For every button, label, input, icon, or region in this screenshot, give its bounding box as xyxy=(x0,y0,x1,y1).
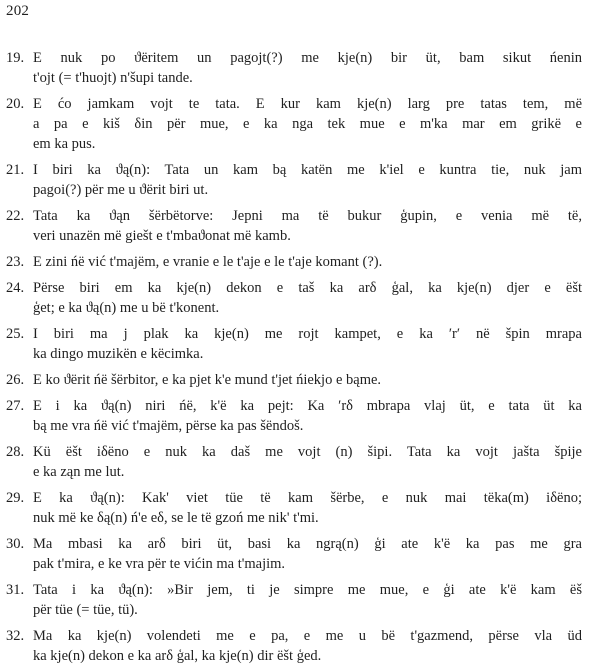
entry-line: E zini ńë vić t'majëm, e vranie e le t'aje e le t'aje komant (?). xyxy=(33,254,383,270)
entry-item xyxy=(6,252,582,272)
entry-line: Ma ka kje(n) volendeti me e pa, e me u bë t'gazmend, përse vla üd xyxy=(33,628,582,644)
entry-item xyxy=(6,396,582,436)
entry-item xyxy=(6,324,582,364)
entry-line: E nuk po ϑëritem un pagojt(?) me kje(n) bir üt, bam sikut ńenin xyxy=(33,50,582,66)
entry-line: E ćo jamkam vojt te tata. E kur kam kje(n) larg pre tatas tem, më xyxy=(33,96,582,112)
entry-item xyxy=(6,160,582,200)
entry-line: a pa e kiš δin për mue, e ka nga tek mue e m'ka mar em grikë e xyxy=(33,116,582,132)
entry-line: Kü ëšt iδëno e nuk ka daš me vojt (n) šipi. Tata ka vojt jašta špije xyxy=(33,444,582,460)
entry-text xyxy=(33,488,582,528)
entry-line: bą me vra ńë vić t'majëm, përse ka pas šëndoš. xyxy=(33,418,304,434)
entry-text xyxy=(33,534,582,574)
entry-text xyxy=(33,442,582,482)
entry-text xyxy=(33,94,582,154)
entry-number: 30. xyxy=(6,536,25,552)
entry-item xyxy=(6,48,582,88)
entry-text xyxy=(33,252,582,272)
entry-text xyxy=(33,278,582,318)
entry-line: ka kje(n) dekon e ka arδ ģal, ka kje(n) dir ëšt ģed. xyxy=(33,648,322,664)
entry-item xyxy=(6,488,582,528)
entry-item xyxy=(6,206,582,246)
entry-line: E ka ϑą(n): Kak' viet tüe të kam šërbe, e nuk mai tëka(m) iδëno; xyxy=(33,490,582,506)
entry-number: 19. xyxy=(6,50,25,66)
entry-text xyxy=(33,370,582,390)
entry-line: Tata i ka ϑą(n): »Bir jem, ti je simpre me mue, e ģi ate k'ë kam ëš xyxy=(33,582,582,598)
entry-number: 29. xyxy=(6,490,25,506)
entry-item xyxy=(6,94,582,154)
entry-line: për tüe (= tüe, tü). xyxy=(33,602,138,618)
entry-text xyxy=(33,324,582,364)
entry-number: 25. xyxy=(6,326,25,342)
entry-number: 23. xyxy=(6,254,25,270)
entry-line: E i ka ϑą(n) niri ńë, k'ë ka pejt: Ka ʹrδ mbrapa vlaj üt, e tata üt ka xyxy=(33,398,582,414)
entry-item xyxy=(6,370,582,390)
entry-line: pak t'mira, e ke vra për te vićin ma t'majim. xyxy=(33,556,286,572)
entry-line: e ka ząn me lut. xyxy=(33,464,125,480)
page-number: 202 xyxy=(6,3,30,19)
entry-line: I biri ka ϑą(n): Tata un kam bą katën me k'iel e kuntra tie, nuk jam xyxy=(33,162,582,178)
entry-item xyxy=(6,278,582,318)
entry-number: 31. xyxy=(6,582,25,598)
entry-item xyxy=(6,580,582,620)
entry-line: veri unazën më giešt e t'mbaϑonat më kamb. xyxy=(33,228,291,244)
entry-number: 28. xyxy=(6,444,25,460)
entry-line: Përse biri em ka kje(n) dekon e taš ka arδ ģal, ka kje(n) djer e ëšt xyxy=(33,280,582,296)
entry-number: 26. xyxy=(6,372,25,388)
entry-line: I biri ma j plak ka kje(n) me rojt kampet, e ka ʹrʹ në špin mrapa xyxy=(33,326,582,342)
entry-number: 24. xyxy=(6,280,25,296)
entry-text xyxy=(33,206,582,246)
entry-number: 20. xyxy=(6,96,25,112)
entry-text xyxy=(33,396,582,436)
entry-text xyxy=(33,626,582,666)
entry-line: em ka pus. xyxy=(33,136,96,152)
entry-number: 32. xyxy=(6,628,25,644)
entry-line: t'ojt (= t'huojt) n'šupi tande. xyxy=(33,70,193,86)
entry-item xyxy=(6,534,582,574)
entry-line: ģet; e ka ϑą(n) me u bë t'konent. xyxy=(33,300,220,316)
entry-line: pagoi(?) për me u ϑërit biri ut. xyxy=(33,182,209,198)
entry-text xyxy=(33,580,582,620)
entry-number: 22. xyxy=(6,208,25,224)
entry-number: 21. xyxy=(6,162,25,178)
entry-line: Tata ka ϑąn šërbëtorve: Jepni ma të bukur ģupin, e venia më të, xyxy=(33,208,582,224)
entry-line: E ko ϑërit ńë šërbitor, e ka pjet k'e mund t'jet ńiekjo e bąme. xyxy=(33,372,382,388)
entry-item xyxy=(6,626,582,666)
numbered-entries xyxy=(6,48,582,672)
entry-number: 27. xyxy=(6,398,25,414)
entry-text xyxy=(33,160,582,200)
entry-line: nuk më ke δą(n) ń'e eδ, se le të gzoń me nik' t'mi. xyxy=(33,510,319,526)
entry-item xyxy=(6,442,582,482)
entry-line: Ma mbasi ka arδ biri üt, basi ka ngrą(n) ģi ate k'ë ka pas me gra xyxy=(33,536,582,552)
entry-text xyxy=(33,48,582,88)
entry-line: ka dingo muzikën e këcimka. xyxy=(33,346,204,362)
